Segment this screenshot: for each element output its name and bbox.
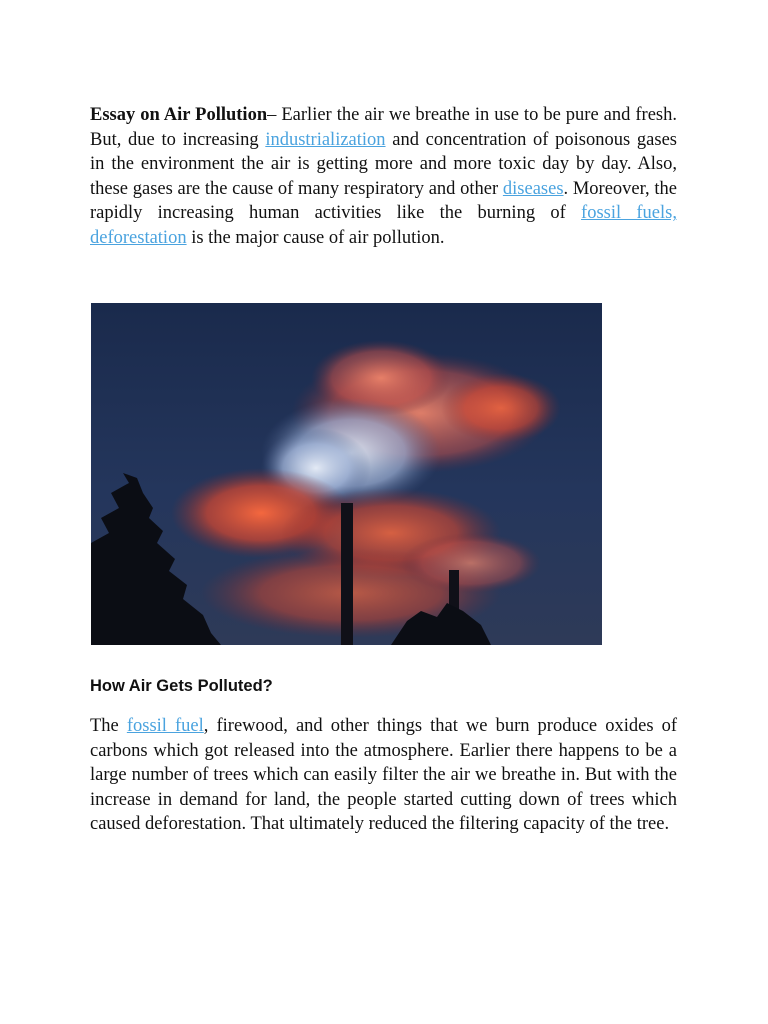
section-text-2: , firewood, and other things that we burn produce oxides of carbons which got released into the atmosphere. Earlier there happens to be a large number of trees which can easily filter the air we breathe in. But with the increase in demand for land, the people started cutting down of trees which caused deforestation. That ultimately reduced the filtering capacity of the tree.	[90, 716, 677, 835]
link-diseases[interactable]: diseases	[502, 178, 564, 199]
intro-text-3: . Moreover, the rapidly increasing human activities like the burning of	[90, 178, 678, 224]
section-text-1: The	[90, 716, 127, 736]
essay-title: Essay on Air Pollution	[90, 105, 268, 125]
pollution-photo	[91, 303, 602, 645]
link-deforestation[interactable]: deforestation	[90, 227, 187, 248]
intro-text-1: – Earlier the air we breathe in use to be pure and fresh. But, due to increasing	[90, 105, 677, 150]
link-fossil-fuels[interactable]: fossil fuels,	[581, 203, 677, 224]
link-fossil-fuel[interactable]: fossil fuel	[126, 716, 204, 736]
link-industrialization[interactable]: industrialization	[265, 129, 386, 150]
intro-paragraph	[90, 103, 677, 251]
intro-text-5: is the major cause of air pollution.	[186, 227, 445, 248]
section-paragraph	[90, 714, 677, 837]
intro-text-2: and concentration of poisonous gases in the environment the air is getting more and more toxic day by day. Also, these gases are the cause of many respiratory and other	[90, 129, 677, 199]
section-heading: How Air Gets Polluted?	[90, 677, 273, 695]
